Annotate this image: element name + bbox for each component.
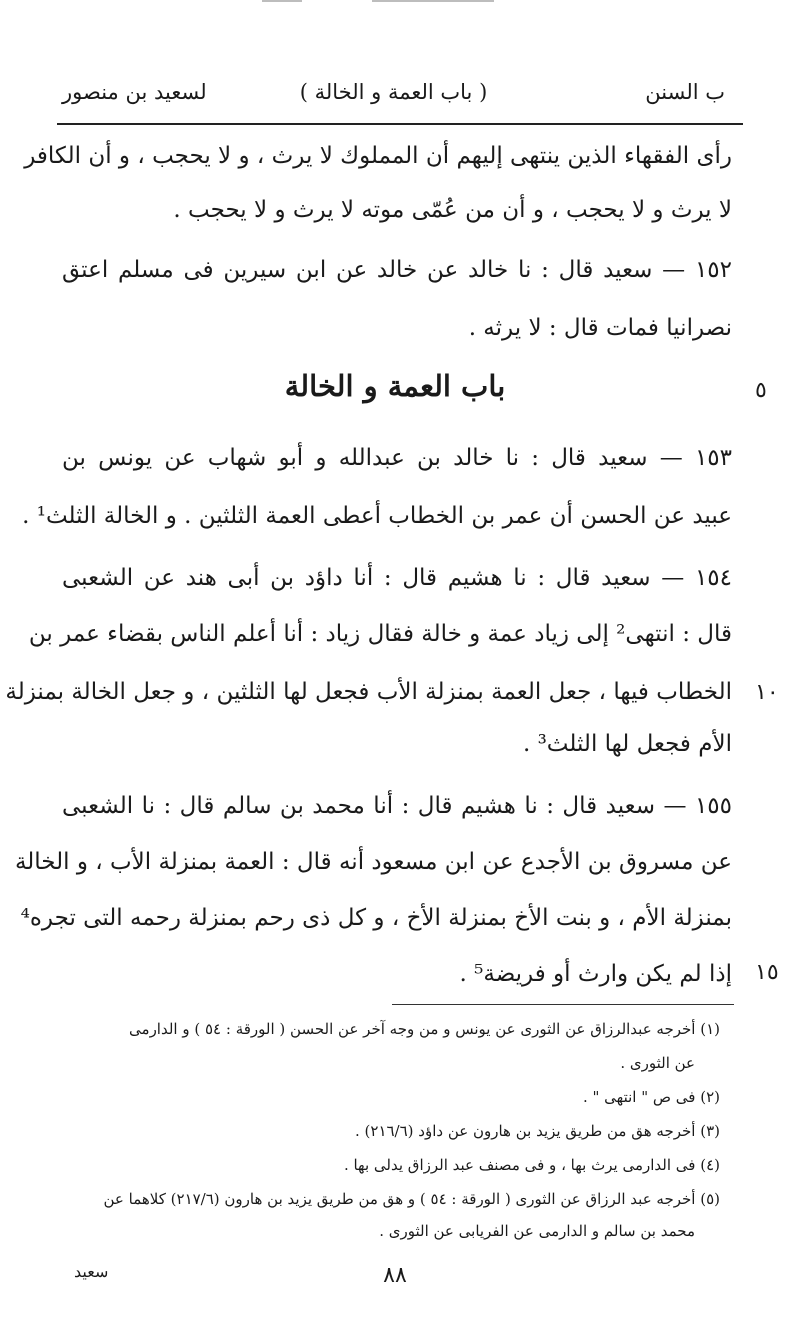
body-line: نصرانيا فمات قال : لا يرثه . [468,315,732,341]
scan-artifact [372,0,494,2]
footnote-5-continued: محمد بن سالم و الدارمى عن الفريابى عن الثورى . [379,1222,695,1240]
header-rule [57,123,743,125]
footnote-5: (٥) أخرجه عبد الرزاق عن الثورى ( الورقة : ٥٤ ) و هق من طريق يزيد بن هارون (٢١٧/٦) كلاهما عن [103,1190,720,1208]
body-line: إذا لم يكن وارث أو فريضة⁵ . [459,961,732,987]
body-line: بمنزلة الأم ، و بنت الأخ بمنزلة الأخ ، و كل ذى رحم بمنزلة رحمه التى تجره⁴ [20,905,732,931]
body-line: قال : انتهى² إلى زياد عمة و خالة فقال زياد : أنا أعلم الناس بقضاء عمر بن [28,621,732,647]
hadith-152-line: ١٥٢ — سعيد قال : نا خالد عن خالد عن ابن سيرين فى مسلم اعتق [62,257,732,283]
running-header [62,80,725,116]
footnote-3: (٣) أخرجه هق من طريق يزيد بن هارون عن داؤد (٢١٦/٦) . [355,1122,720,1140]
margin-line-number: ١٥ [755,960,779,985]
body-line: لا يرث و لا يحجب ، و أن من عُمّى موته لا يرث و لا يحجب . [173,197,732,223]
section-heading: باب العمة و الخالة [284,369,506,403]
hadith-153-line: ١٥٣ — سعيد قال : نا خالد بن عبدالله و أبو شهاب عن يونس بن [62,445,732,471]
page-number: ٨٨ [383,1263,407,1288]
hadith-154-line: ١٥٤ — سعيد قال : نا هشيم قال : أنا داؤد بن أبى هند عن الشعبى [62,565,732,591]
signature-mark: سعيد [74,1262,109,1281]
header-chapter-title: ( باب العمة و الخالة ) [299,80,488,104]
scan-artifact [262,0,302,2]
hadith-155-line: ١٥٥ — سعيد قال : نا هشيم قال : أنا محمد بن سالم قال : نا الشعبى [62,793,732,819]
header-author: لسعيد بن منصور [62,80,207,104]
body-line: عبيد عن الحسن أن عمر بن الخطاب أعطى العمة الثلثين . و الخالة الثلث¹ . [22,503,732,529]
body-line: الخطاب فيها ، جعل العمة بمنزلة الأب فجعل لها الثلثين ، و جعل الخالة بمنزلة [5,679,732,705]
footnote-1-continued: عن الثورى . [620,1054,695,1072]
footnote-4: (٤) فى الدارمى يرث بها ، و فى مصنف عبد الرزاق يدلى بها . [343,1156,720,1174]
margin-line-number: ١٠ [755,680,779,705]
footnote-1: (١) أخرجه عبدالرزاق عن الثورى عن يونس و من وجه آخر عن الحسن ( الورقة : ٥٤ ) و الدارمى [129,1020,720,1038]
margin-line-number: ٥ [755,378,767,403]
body-line: الأم فجعل لها الثلث³ . [522,731,732,757]
header-book-title: ب السنن [645,80,725,104]
body-line: عن مسروق بن الأجدع عن ابن مسعود أنه قال : العمة بمنزلة الأب ، و الخالة [14,849,732,875]
body-line: رأى الفقهاء الذين ينتهى إليهم أن المملوك لا يرث ، و لا يحجب ، و أن الكافر [24,143,732,169]
footnote-rule [392,1004,734,1005]
footnote-2: (٢) فى ص " انتهى " . [582,1088,720,1106]
